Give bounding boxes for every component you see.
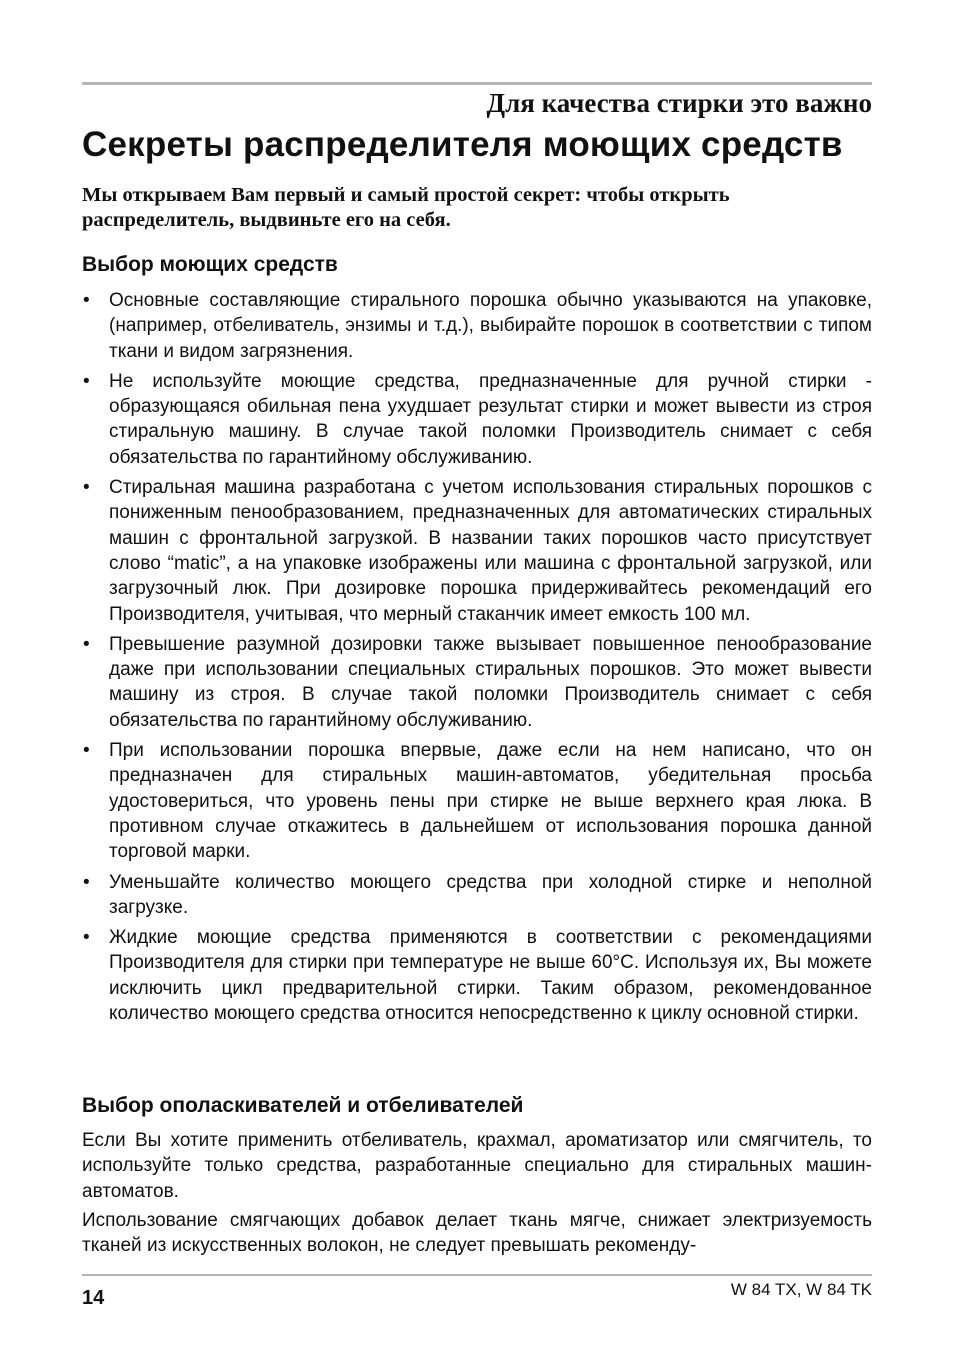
list-item-text: Уменьшайте количество моющего средства при холодной стирке и неполной загрузке.: [109, 871, 872, 918]
lead-paragraph: Мы открываем Вам первый и самый простой секрет: чтобы открыть распределитель, выдвиньте его на себя.: [82, 184, 730, 231]
list-item-text: При использовании порошка впервые, даже если на нем написано, что он предназначен для стиральных машин-автоматов, убедительная просьба удостовериться, что уровень пены при стирке не выше верхнего края люка. В противном случае откажитесь в дальнейшем от использования порошка данной торговой марки.: [109, 740, 872, 863]
list-item: [82, 738, 872, 864]
top-rule: [82, 82, 872, 85]
list-item: [82, 925, 872, 1026]
list-item: [82, 288, 872, 364]
bullet-icon: •: [83, 290, 90, 311]
bullet-icon: •: [83, 477, 90, 499]
list-item-text: Жидкие моющие средства применяются в соответствии с рекомендациями Производителя для стирки при температуре не выше 60°С. Используя их, Вы можете исключить цикл предварительной стирки. Таким образом, рекомендованное количество моющего средства относится непосредственно к циклу основной стирки.: [109, 927, 872, 1025]
page-number: 14: [82, 1287, 105, 1309]
rinse-heading: Выбор ополаскивателей и отбеливателей: [82, 1094, 524, 1117]
bullet-icon: •: [83, 370, 90, 392]
list-item: [82, 369, 872, 470]
bullet-icon: •: [83, 927, 90, 949]
bullet-icon: •: [83, 871, 90, 893]
list-item: [82, 475, 872, 627]
list-item-text: Стиральная машина разработана с учетом использования стиральных порошков с пониженным пенообразованием, предназначенных для автоматических стиральных машин с фронтальной загрузкой. В названии таких порошков часто присутствует слово “matic”, а на упаковке изображены или машина с фронтальной загрузкой, или загрузочный люк. При дозировке порошка придерживайтесь рекомендаций его Производителя, учитывая, что мерный стаканчик имеет емкость 100 мл.: [109, 477, 872, 625]
bullet-icon: •: [83, 740, 90, 762]
rinse-paragraph-1: Если Вы хотите применить отбеливатель, крахмал, ароматизатор или смягчитель, то используйте только средства, разработанные специально для стиральных машин-автоматов.: [82, 1130, 872, 1202]
list-item-text: Основные составляющие стирального порошка обычно указываются на упаковке, (например, отбеливатель, энзимы и т.д.), выбирайте порошок в соответствии с типом ткани и видом загрязнения.: [109, 290, 872, 362]
list-item: [82, 870, 872, 921]
detergents-list: [82, 288, 872, 1031]
list-item-text: Не используйте моющие средства, предназначенные для ручной стирки - образующаяся обильная пена ухудшает результат стирки и может вывести из строя стиральную машину. В случае такой поломки Производитель снимает с себя обязательства по гарантийному обслуживанию.: [109, 370, 872, 468]
detergents-heading: Выбор моющих средств: [82, 253, 338, 276]
bullet-icon: •: [83, 633, 90, 655]
model-label: W 84 TX, W 84 TK: [730, 1280, 872, 1299]
list-item-text: Превышение разумной дозировки также вызывает повышенное пенообразование даже при использовании специальных стиральных порошков. Это может вывести машину из строя. В случае такой поломки Производитель снимает с себя обязательства по гарантийному обслуживанию.: [109, 633, 872, 731]
section-title: Для качества стирки это важно: [486, 88, 872, 118]
page-title: Секреты распределителя моющих средств: [82, 125, 843, 164]
list-item: [82, 632, 872, 733]
bottom-rule: [82, 1274, 872, 1276]
rinse-paragraph-2: Использование смягчающих добавок делает ткань мягче, снижает электризуемость тканей из искусственных волокон, не следует превышать рекоменду-: [82, 1210, 872, 1257]
